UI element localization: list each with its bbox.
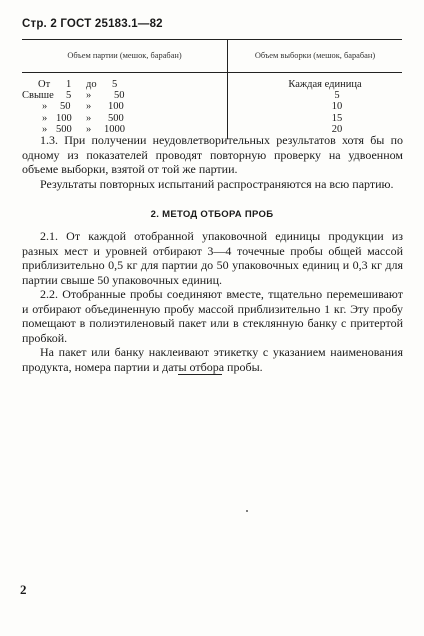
divider	[178, 374, 222, 375]
paragraph-text: 2.1. От каждой отобранной упаковочной единицы продукции из разных мест и уровней отбирают 3—4 точечные пробы общей массой приблизительно 0,5 кг для партии до 50 упаковочных единиц и 0,3 кг для партии свыше 50 упаковочных единиц.	[22, 229, 403, 287]
paragraph-1-3	[22, 133, 403, 191]
paragraph-text: 2.2. Отобранные пробы соединяют вместе, тщательно перемешивают и отбирают объединенную пробу массой приблизительно 1 кг. Эту пробу помещают в полиэтиленовый пакет или в стеклянную банку с притертой пробкой.	[22, 287, 403, 345]
table-header-sample-size: Объем выборки (мешок, барабан)	[228, 40, 403, 73]
table-row: От 1 до 5	[38, 79, 118, 90]
table-cell: Каждая единица	[288, 79, 362, 90]
scan-speck	[246, 510, 248, 512]
paragraph-2-1	[22, 229, 403, 374]
sampling-table	[22, 39, 402, 139]
paragraph-text: Результаты повторных испытаний распространяются на всю партию.	[40, 176, 394, 191]
table-cell: 10	[331, 101, 343, 113]
page-header: Стр. 2 ГОСТ 25183.1—82	[22, 18, 163, 30]
table-row: Свыше 5 » 50	[22, 90, 125, 102]
table-header-lot-size: Объем партии (мешок, барабан)	[22, 40, 228, 73]
table-row: » 500 » 1000	[42, 123, 125, 135]
table-cell: 20	[331, 123, 343, 135]
sample-size-column	[228, 73, 403, 139]
table-row: » 100 » 500	[42, 112, 124, 124]
page-number: 2	[20, 582, 27, 597]
paragraph-text: 1.3. При получении неудовлетворительных результатов хотя бы по одному из показателей проводят повторную проверку на удвоенном объеме выборки, взятой от той же партии.	[22, 133, 403, 176]
table-row: » 50 » 100	[42, 101, 124, 113]
table-cell: 5	[334, 90, 340, 102]
paragraph-text: На пакет или банку наклеивают этикетку с указанием наименования продукта, номера партии и даты отбора пробы.	[22, 345, 403, 374]
lot-size-column	[22, 73, 228, 139]
section-heading: 2. МЕТОД ОТБОРА ПРОБ	[150, 209, 274, 220]
table-cell: 15	[331, 112, 343, 124]
